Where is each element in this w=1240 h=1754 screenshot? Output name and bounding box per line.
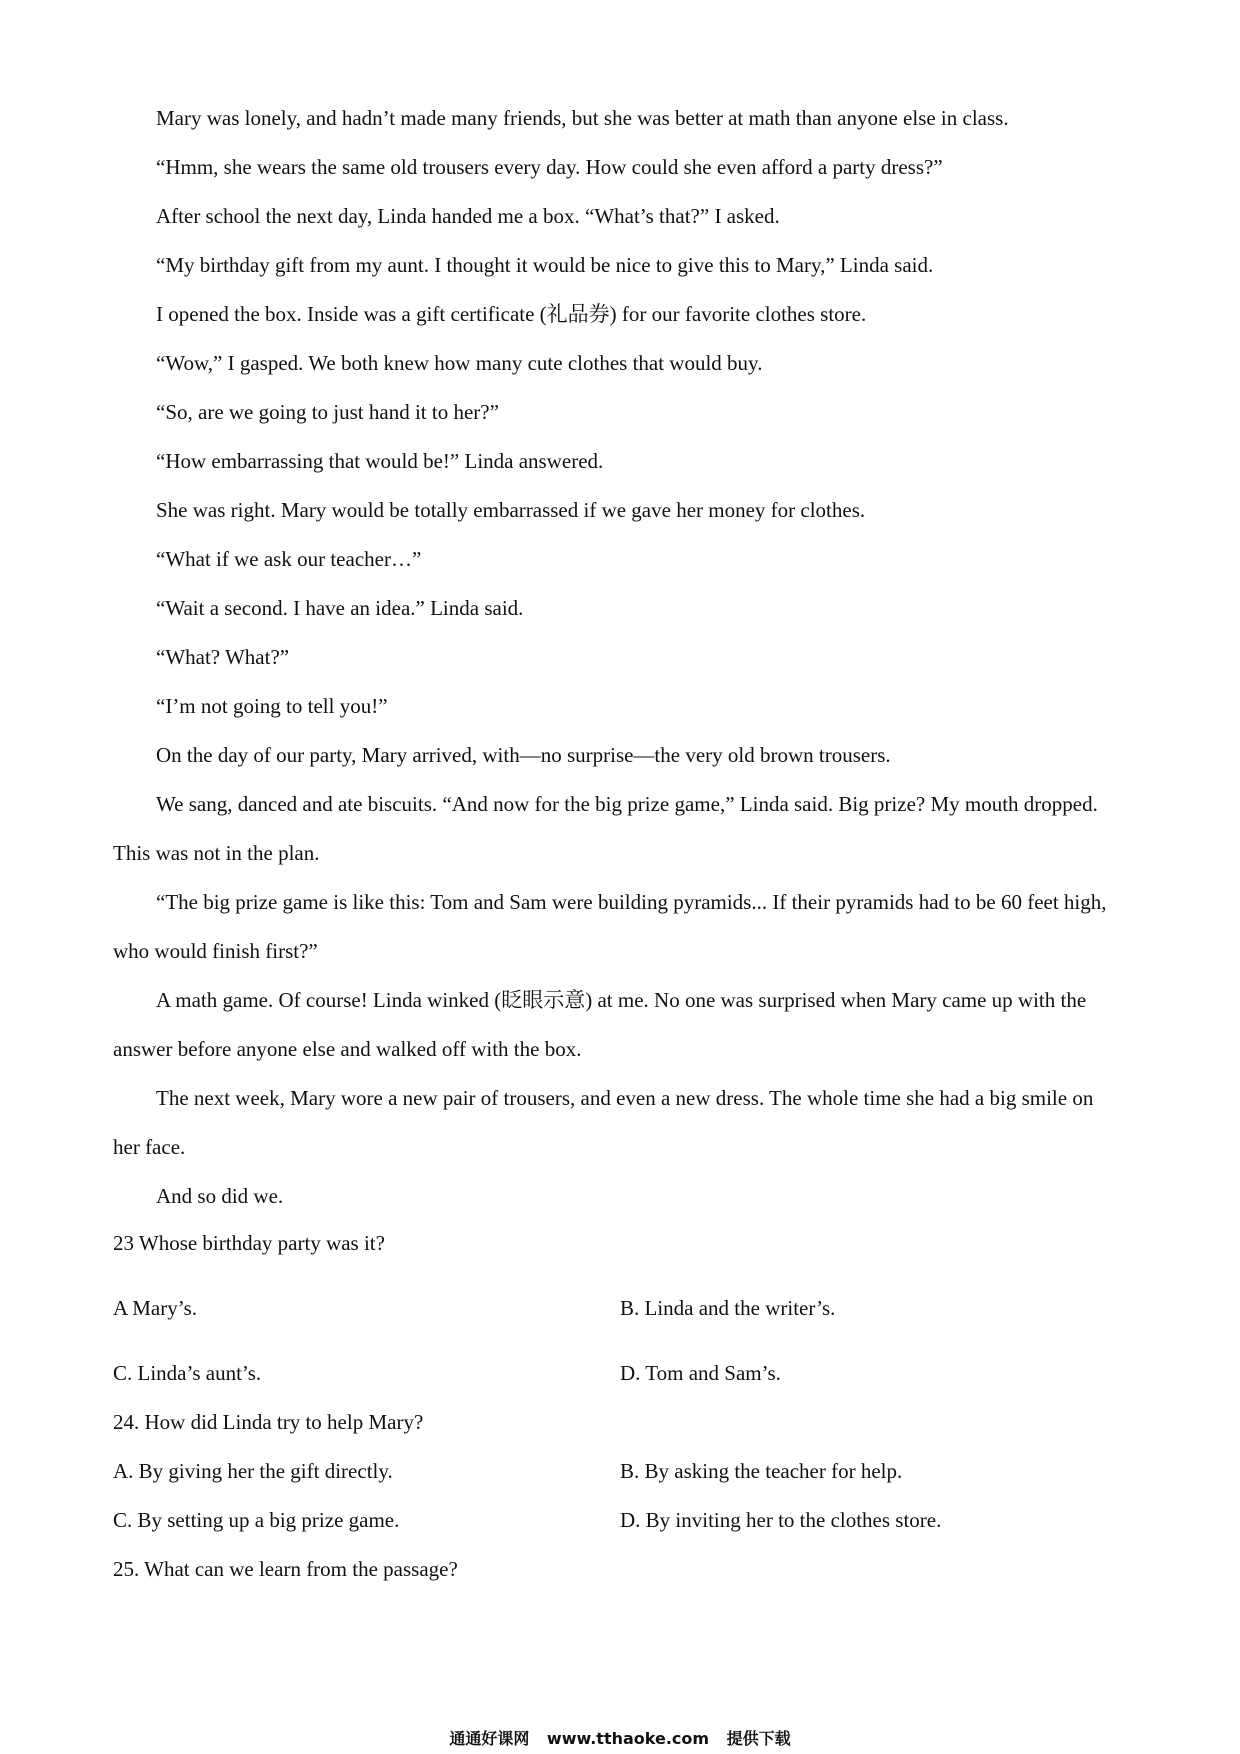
- passage-line: “The big prize game is like this: Tom and Sam were building pyramids... If their pyramids had to be 60 feet high,: [156, 890, 1107, 914]
- passage-line: “How embarrassing that would be!” Linda answered.: [156, 449, 604, 473]
- passage-line: “Wait a second. I have an idea.” Linda said.: [156, 596, 524, 620]
- passage-line: “Wow,” I gasped. We both knew how many cute clothes that would buy.: [156, 351, 763, 375]
- footer-site-name: 通通好课网: [449, 1729, 530, 1748]
- question-24-stem: 24. How did Linda try to help Mary?: [113, 1410, 424, 1434]
- passage-line: And so did we.: [156, 1184, 284, 1208]
- question-24-option-d: D. By inviting her to the clothes store.: [620, 1508, 942, 1532]
- question-23-stem: 23 Whose birthday party was it?: [113, 1231, 385, 1255]
- passage-line: who would finish first?”: [113, 939, 318, 963]
- page-footer: [0, 1728, 1240, 1750]
- passage-line: A math game. Of course! Linda winked (眨眼示意) at me. No one was surprised when Mary came up with the: [156, 988, 1087, 1012]
- passage-line: She was right. Mary would be totally embarrassed if we gave her money for clothes.: [156, 498, 866, 522]
- passage-line: “What? What?”: [156, 645, 290, 669]
- passage-line: This was not in the plan.: [113, 841, 320, 865]
- footer-note: 提供下载: [726, 1729, 791, 1748]
- passage-line: We sang, danced and ate biscuits. “And now for the big prize game,” Linda said. Big prize? My mouth dropped.: [156, 792, 1098, 816]
- passage-line: “Hmm, she wears the same old trousers every day. How could she even afford a party dress?”: [156, 155, 943, 179]
- passage-line: her face.: [113, 1135, 186, 1159]
- question-23-option-b: B. Linda and the writer’s.: [620, 1296, 836, 1320]
- footer-url[interactable]: www.tthaoke.com: [546, 1729, 710, 1748]
- question-23-option-c: C. Linda’s aunt’s.: [113, 1361, 262, 1385]
- question-24-option-c: C. By setting up a big prize game.: [113, 1508, 400, 1532]
- passage-line: “My birthday gift from my aunt. I thought it would be nice to give this to Mary,” Linda said.: [156, 253, 934, 277]
- passage-line: After school the next day, Linda handed me a box. “What’s that?” I asked.: [156, 204, 780, 228]
- passage-line: “What if we ask our teacher…”: [156, 547, 422, 571]
- question-23-option-d: D. Tom and Sam’s.: [620, 1361, 781, 1385]
- question-23-option-a: A Mary’s.: [113, 1296, 197, 1320]
- question-24-option-a: A. By giving her the gift directly.: [113, 1459, 393, 1483]
- passage-line: answer before anyone else and walked off with the box.: [113, 1037, 582, 1061]
- passage-line: Mary was lonely, and hadn’t made many friends, but she was better at math than anyone else in class.: [156, 106, 1009, 130]
- passage-line: “So, are we going to just hand it to her?”: [156, 400, 499, 424]
- passage-line: On the day of our party, Mary arrived, with—no surprise—the very old brown trousers.: [156, 743, 891, 767]
- passage-line: The next week, Mary wore a new pair of trousers, and even a new dress. The whole time she had a big smile on: [156, 1086, 1094, 1110]
- passage-line: “I’m not going to tell you!”: [156, 694, 388, 718]
- question-25-stem: 25. What can we learn from the passage?: [113, 1557, 458, 1581]
- question-24-option-b: B. By asking the teacher for help.: [620, 1459, 903, 1483]
- passage-line: I opened the box. Inside was a gift certificate (礼品券) for our favorite clothes store.: [156, 302, 867, 326]
